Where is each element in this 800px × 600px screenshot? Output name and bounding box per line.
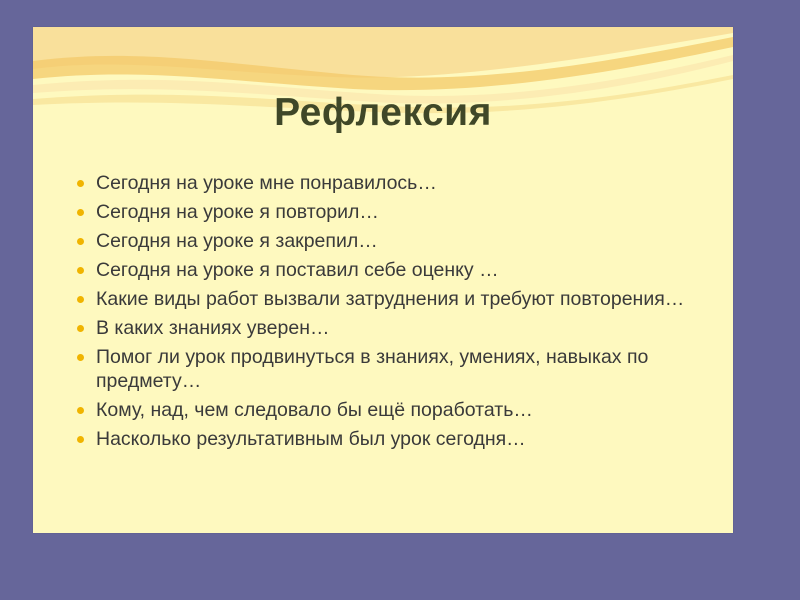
bullet-icon bbox=[77, 209, 84, 216]
list-item-text: Какие виды работ вызвали затруднения и требуют повторения… bbox=[96, 288, 685, 310]
list-item bbox=[77, 229, 717, 253]
bullet-icon bbox=[77, 238, 84, 245]
list-item bbox=[77, 427, 717, 451]
list-item-text: В каких знаниях уверен… bbox=[96, 317, 330, 339]
list-item bbox=[77, 200, 717, 224]
list-item-text: Сегодня на уроке я поставил себе оценку … bbox=[96, 259, 499, 281]
slide-title: Рефлексия bbox=[274, 91, 492, 134]
bullet-list bbox=[77, 171, 717, 456]
bullet-icon bbox=[77, 267, 84, 274]
list-item bbox=[77, 398, 717, 422]
list-item bbox=[77, 316, 717, 340]
list-item-text: Помог ли урок продвинуться в знаниях, умениях, навыках по предмету… bbox=[96, 346, 649, 392]
bullet-icon bbox=[77, 325, 84, 332]
list-item-text: Кому, над, чем следовало бы ещё поработать… bbox=[96, 399, 533, 421]
slide bbox=[33, 27, 733, 533]
list-item bbox=[77, 171, 717, 195]
list-item-text: Сегодня на уроке мне понравилось… bbox=[96, 172, 437, 194]
list-item-text: Сегодня на уроке я закрепил… bbox=[96, 230, 378, 252]
bullet-icon bbox=[77, 180, 84, 187]
bullet-icon bbox=[77, 296, 84, 303]
bullet-icon bbox=[77, 436, 84, 443]
list-item-text: Насколько результативным был урок сегодня… bbox=[96, 428, 526, 450]
bullet-icon bbox=[77, 354, 84, 361]
list-item-text: Сегодня на уроке я повторил… bbox=[96, 201, 379, 223]
list-item bbox=[77, 287, 717, 311]
bullet-icon bbox=[77, 407, 84, 414]
list-item bbox=[77, 345, 717, 393]
list-item bbox=[77, 258, 717, 282]
